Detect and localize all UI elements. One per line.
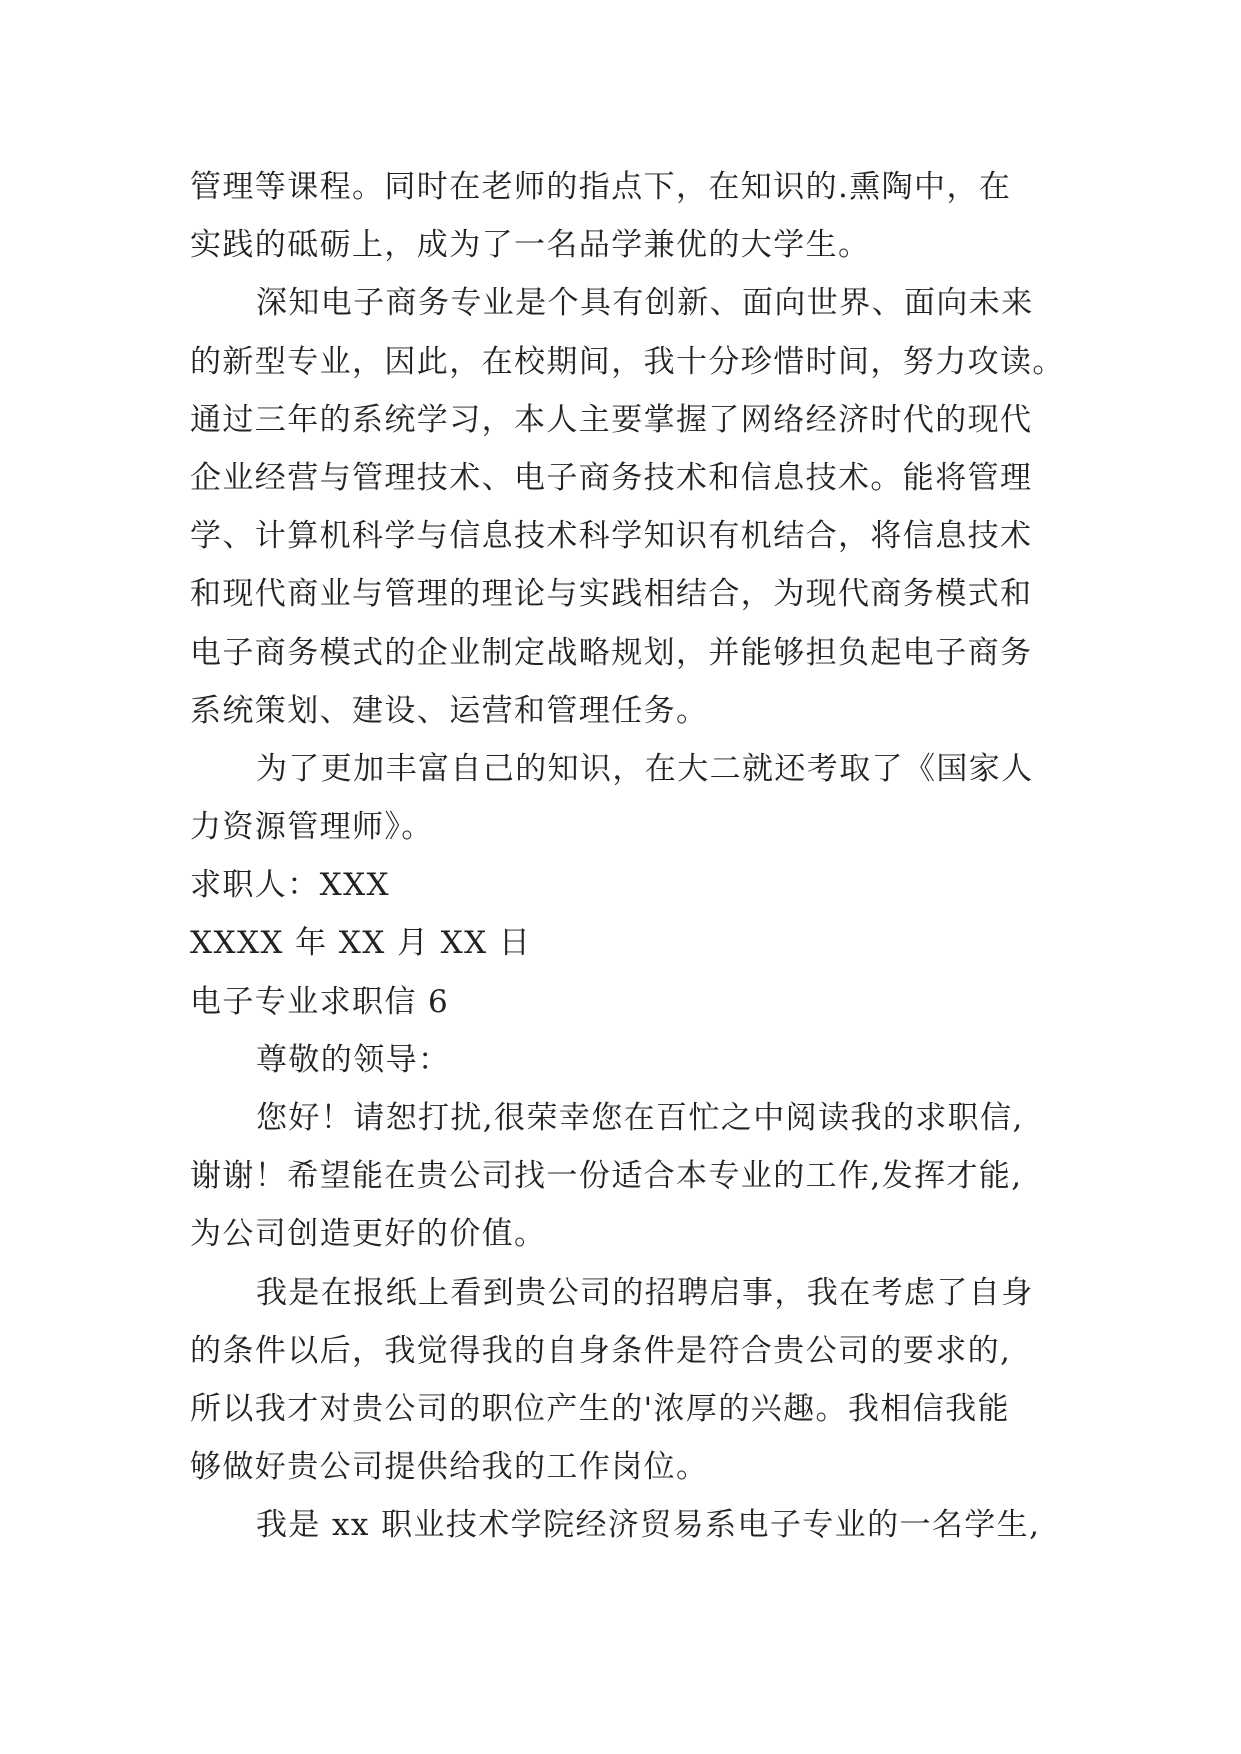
- text-line: 谢谢！希望能在贵公司找一份适合本专业的工作,发挥才能,: [190, 1158, 1023, 1195]
- text-line: 企业经营与管理技术、电子商务技术和信息技术。能将管理: [190, 459, 1033, 496]
- text-line: 的条件以后，我觉得我的自身条件是符合贵公司的要求的,: [190, 1332, 1012, 1369]
- text-line: 为公司创造更好的价值。: [190, 1216, 547, 1253]
- text-line: 所以我才对贵公司的职位产生的'浓厚的兴趣。我相信我能: [190, 1390, 1010, 1427]
- paragraph-start-line: 我是在报纸上看到贵公司的招聘启事，我在考虑了自身: [256, 1274, 1034, 1311]
- text-line: 力资源管理师》。: [190, 809, 434, 846]
- text-line: 的新型专业，因此，在校期间，我十分珍惜时间，努力攻读。: [190, 343, 1065, 380]
- text-line: 通过三年的系统学习，本人主要掌握了网络经济时代的现代: [190, 401, 1033, 438]
- text-line: 实践的砥砺上，成为了一名品学兼优的大学生。: [190, 227, 871, 264]
- text-line: 电子商务模式的企业制定战略规划，并能够担负起电子商务: [190, 634, 1033, 671]
- paragraph-start-line: 您好！请恕打扰,很荣幸您在百忙之中阅读我的求职信,: [256, 1100, 1024, 1136]
- text-line: 够做好贵公司提供给我的工作岗位。: [190, 1449, 709, 1486]
- paragraph-start-line: 为了更加丰富自己的知识，在大二就还考取了《国家人: [256, 750, 1034, 787]
- date-line: XXXX 年 XX 月 XX 日: [190, 925, 532, 962]
- text-line: 学、计算机科学与信息技术科学知识有机结合，将信息技术: [190, 518, 1033, 555]
- text-line: 系统策划、建设、运营和管理任务。: [190, 692, 709, 729]
- text-line: 和现代商业与管理的理论与实践相结合，为现代商务模式和: [190, 576, 1033, 613]
- text-line: 管理等课程。同时在老师的指点下，在知识的.熏陶中，在: [190, 169, 1012, 205]
- paragraph-start-line: 深知电子商务专业是个具有创新、面向世界、面向未来: [256, 285, 1034, 322]
- section-heading: 电子专业求职信 6: [190, 983, 450, 1020]
- paragraph-start-line: 我是 xx 职业技术学院经济贸易系电子专业的一名学生,: [256, 1507, 1041, 1544]
- document-body: [190, 158, 1065, 1555]
- salutation-line: 尊敬的领导：: [256, 1041, 451, 1078]
- signature-line: 求职人：XXX: [190, 867, 391, 904]
